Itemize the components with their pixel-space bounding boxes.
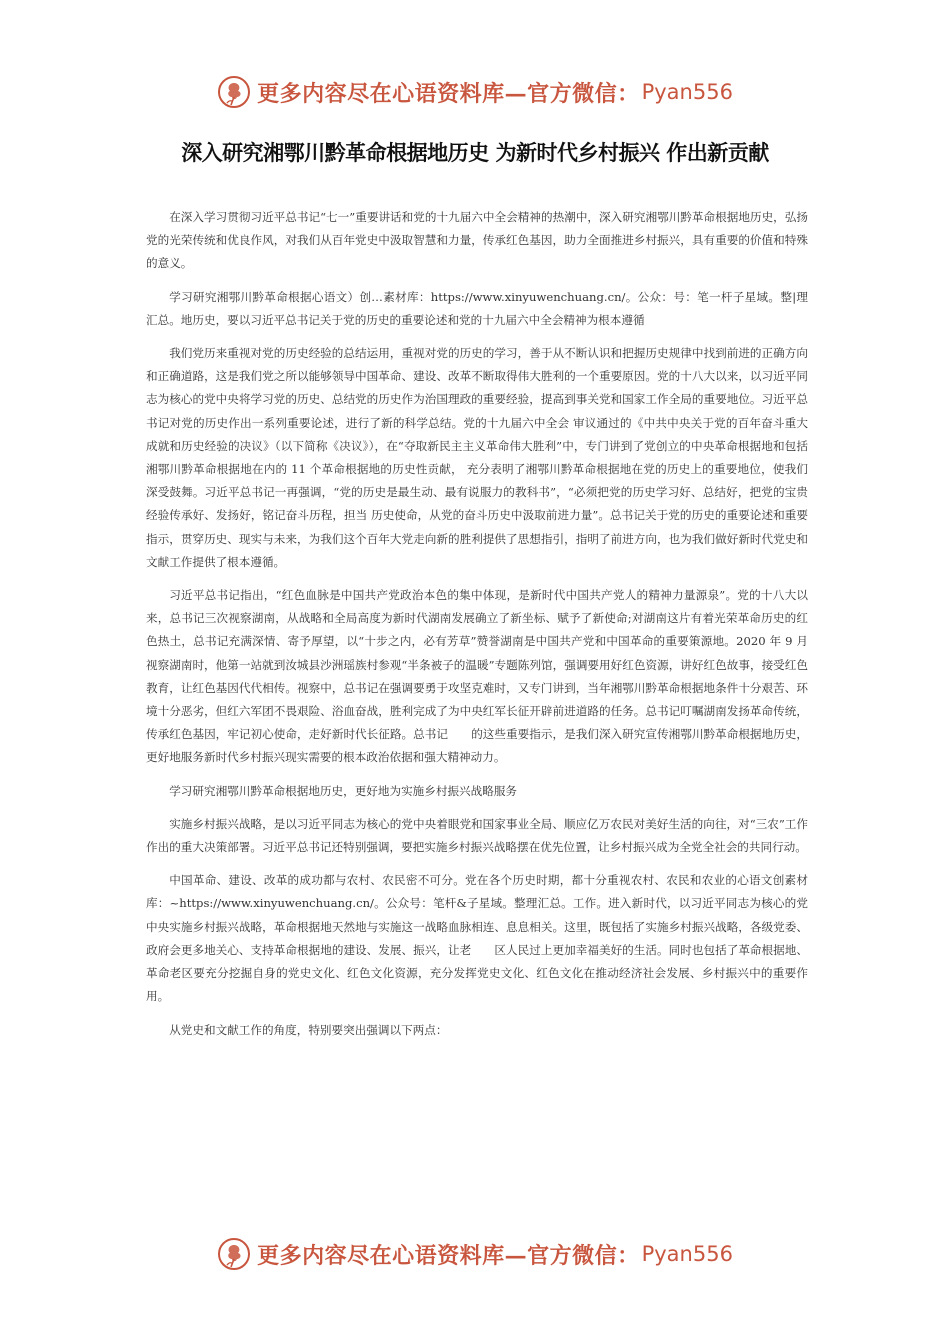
- footer-watermark: [0, 1232, 950, 1276]
- paragraph: 实施乡村振兴战略，是以习近平同志为核心的党中央着眼党和国家事业全局、顺应亿万农民对美好生活的向往，对“三农”工作作出的重大决策部署。习近平总书记还特别强调，要把实施乡村振兴战略摆在优先位置，让乡村振兴成为全党全社会的共同行动。: [146, 816, 808, 855]
- rose-logo-icon: [217, 1237, 251, 1271]
- paragraph: 我们党历来重视对党的历史经验的总结运用，重视对党的历史的学习，善于从不断认识和把握历史规律中找到前进的正确方向和正确道路，这是我们党之所以能够领导中国革命、建设、改革不断取得伟大胜利的一个重要原因。党的十八大以来，以习近平同志为核心的党中央将学习党的历史、总结党的历史作为治国理政的重要经验，提高到事关党和国家工作全局的重要地位。习近平总书记对党的历史作出一系列重要论述，进行了新的科学总结。党的十九届六中全会 审议通过的《中共中央关于党的百年奋斗重大成就和历史经验的决议》（以下简称《决议》），在“夺取新民主主义革命伟大胜利”中，专门讲到了党创立的中央革命根据地和包括湘鄂川黔革命根据地在内的 11 个革命根据地的历史性贡献， 充分表明了湘鄂川黔革命根据地在党的历史上的重要地位，使我们深受鼓舞。习近平总书记一再强调，“党的历史是最生动、最有说服力的教科书”，“必须把党的历史学习好、总结好，把党的宝贵经验传承好、发扬好，铭记奋斗历程，担当 历史使命，从党的奋斗历史中汲取前进力量”。总书记关于党的历史的重要论述和重要指示，贯穿历史、现实与未来，为我们这个百年大党走向新的胜利提供了思想指引，指明了前进方向，也为我们做好新时代党史和文献工作提供了根本遵循。: [146, 346, 808, 569]
- paragraph: 从党史和文献工作的角度，特别要突出强调以下两点：: [169, 1022, 448, 1037]
- paragraph: 中国革命、建设、改革的成功都与农村、农民密不可分。党在各个历史时期，都十分重视农村、农民和农业的心语文创素材库：~https://www.xinyuwenchuang.cn/。公众号：笔杆&子星域。整理汇总。工作。进入新时代，以习近平同志为核心的党中央实施乡村振兴战略，革命根据地天然地与实施这一战略血脉相连、息息相关。这里，既包括了实施乡村振兴战略，各级党委、政府会更多地关心、支持革命根据地的建设、发展、振兴，让老 区人民过上更加幸福美好的生活。同时也包括了革命根据地、革命老区要充分挖掘自身的党史文化、红色文化资源，充分发挥党史文化、红色文化在推动经济社会发展、乡村振兴中的重要作用。: [146, 873, 808, 1004]
- watermark-account: Pyan556: [641, 1242, 733, 1266]
- header-watermark: [0, 70, 950, 114]
- paragraph: 习近平总书记指出，“红色血脉是中国共产党政治本色的集中体现，是新时代中国共产党人的精神力量源泉”。党的十八大以来，总书记三次视察湖南，从战略和全局高度为新时代湖南发展确立了新坐标、赋予了新使命;对湖南这片有着光荣革命历史的红色热土，总书记充满深情、寄予厚望，以“十步之内，必有芳草”赞誉湖南是中国共产党和中国革命的重要策源地。2020 年 9 月视察湖南时，他第一站就到汝城县沙洲瑶族村参观“半条被子的温暖”专题陈列馆，强调要用好红色资源，讲好红色故事，接受红色教育，让红色基因代代相传。视察中，总书记在强调要勇于攻坚克难时，又专门讲到，当年湘鄂川黔革命根据地条件十分艰苦、环境十分恶劣，但红六军团不畏艰险、浴血奋战，胜利完成了为中央红军长征开辟前进道路的任务。总书记叮嘱湖南发扬革命传统，传承红色基因，牢记初心使命，走好新时代长征路。总书记 的这些重要指示，是我们深入研究宣传湘鄂川黔革命根据地历史，更好地服务新时代乡村振兴现实需要的根本政治依据和强大精神动力。: [146, 588, 808, 765]
- watermark-text: 更多内容尽在心语资料库—官方微信：: [257, 80, 640, 107]
- watermark-text: 更多内容尽在心语资料库—官方微信：: [257, 1242, 640, 1269]
- watermark-account: Pyan556: [641, 80, 733, 104]
- paragraph: 学习研究湘鄂川黔革命根据心语文）创…素材库：https://www.xinyuwenchuang.cn/。公众：号：笔一杆子星域。整|理汇总。地历史，要以习近平总书记关于党的历史的重要论述和党的十九届六中全会精神为根本遵循: [146, 289, 808, 327]
- article-title: 深入研究湘鄂川黔革命根据地历史 为新时代乡村振兴 作出新贡献: [181, 141, 769, 165]
- section-heading: 学习研究湘鄂川黔革命根据地历史，更好地为实施乡村振兴战略服务: [169, 783, 518, 798]
- article-body: [146, 206, 808, 1052]
- rose-logo-icon: [217, 75, 251, 109]
- paragraph: 在深入学习贯彻习近平总书记“七一”重要讲话和党的十九届六中全会精神的热潮中，深入研究湘鄂川黔革命根据地历史，弘扬党的光荣传统和优良作风，对我们从百年党史中汲取智慧和力量，传承红色基因，助力全面推进乡村振兴，具有重要的价值和特殊的意义。: [146, 210, 808, 271]
